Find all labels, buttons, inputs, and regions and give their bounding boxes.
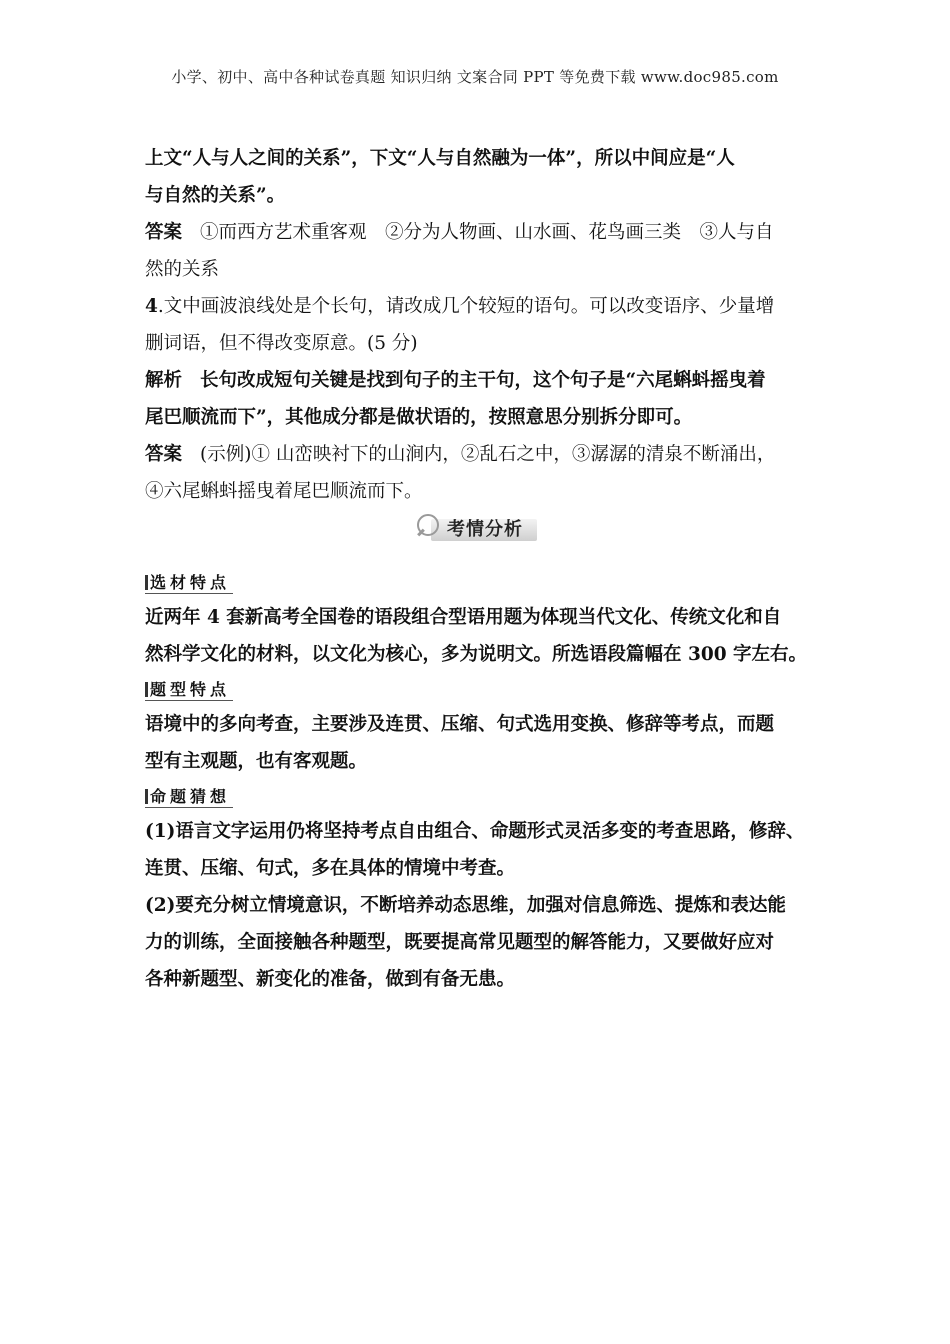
page-header-watermark: 小学、初中、高中各种试卷真题 知识归纳 文案合同 PPT 等免费下载 www.doc985.com: [171, 68, 779, 86]
section-text: 力的训练，全面接触各种题型，既要提高常见题型的解答能力，又要做好应对: [145, 932, 775, 953]
kaoqing-banner: [145, 510, 815, 566]
answer-4-cont: ④六尾蝌蚪摇曳着尾巴顺流而下。: [145, 481, 423, 502]
section-text: 各种新题型、新变化的准备，做到有备无患。: [145, 969, 516, 990]
heading-underline: [145, 593, 233, 594]
section-text: 然科学文化的材料，以文化为核心，多为说明文。所选语段篇幅在 300 字左右。: [145, 644, 808, 665]
section-heading-mingti: [145, 780, 815, 813]
section-heading-tixing: [145, 673, 815, 706]
answer-4: [145, 436, 815, 473]
section-text: (1)语言文字运用仍将坚持考点自由组合、命题形式灵活多变的考查思路，修辞、: [145, 821, 805, 842]
question-4: [145, 288, 815, 325]
answer-text: (示例)① 山峦映衬下的山涧内，②乱石之中，③潺潺的清泉不断涌出，: [200, 444, 776, 465]
question-4-cont: 删词语，但不得改变原意。(5 分): [145, 333, 418, 354]
jiexi-cont: 尾巴顺流而下”，其他成分都是做状语的，按照意思分别拆分即可。: [145, 407, 693, 428]
jiexi-label: 解析: [145, 370, 183, 391]
section-title: 题型特点: [150, 680, 231, 699]
section-title: 命题猜想: [150, 787, 231, 806]
heading-underline: [145, 807, 233, 808]
heading-bar: [145, 575, 148, 590]
section-text: 语境中的多向考查，主要涉及连贯、压缩、句式选用变换、修辞等考点，而题: [145, 714, 775, 735]
section-text: 近两年 4 套新高考全国卷的语段组合型语用题为体现当代文化、传统文化和自: [145, 607, 782, 628]
jiexi-text: 长句改成短句关键是找到句子的主干句，这个句子是“六尾蝌蚪摇曳着: [200, 370, 766, 391]
answer-label: 答案: [145, 444, 183, 465]
answer-label: 答案: [145, 222, 183, 243]
section-text: 连贯、压缩、句式，多在具体的情境中考查。: [145, 858, 516, 879]
answer-text: ①而西方艺术重客观 ②分为人物画、山水画、花鸟画三类 ③人与自: [200, 222, 774, 243]
heading-bar: [145, 682, 148, 697]
section-text: 型有主观题，也有客观题。: [145, 751, 368, 772]
heading-bar: [145, 789, 148, 804]
question-text: .文中画波浪线处是个长句，请改成几个较短的语句。可以改变语序、少量增: [157, 296, 775, 317]
analysis-line: 与自然的关系”。: [145, 185, 286, 206]
section-text: (2)要充分树立情境意识，不断培养动态思维，加强对信息筛选、提炼和表达能: [145, 895, 786, 916]
question-number: 4: [145, 296, 158, 317]
section-title: 选材特点: [150, 573, 231, 592]
banner-title: 考情分析: [447, 519, 523, 540]
answer-3: [145, 214, 815, 251]
analysis-line: 上文“人与人之间的关系”，下文“人与自然融为一体”，所以中间应是“人: [145, 148, 735, 169]
section-heading-xuancai: [145, 566, 815, 599]
answer-3-cont: 然的关系: [145, 259, 220, 280]
heading-underline: [145, 700, 233, 701]
document-body: [145, 140, 815, 998]
jiexi: [145, 362, 815, 399]
